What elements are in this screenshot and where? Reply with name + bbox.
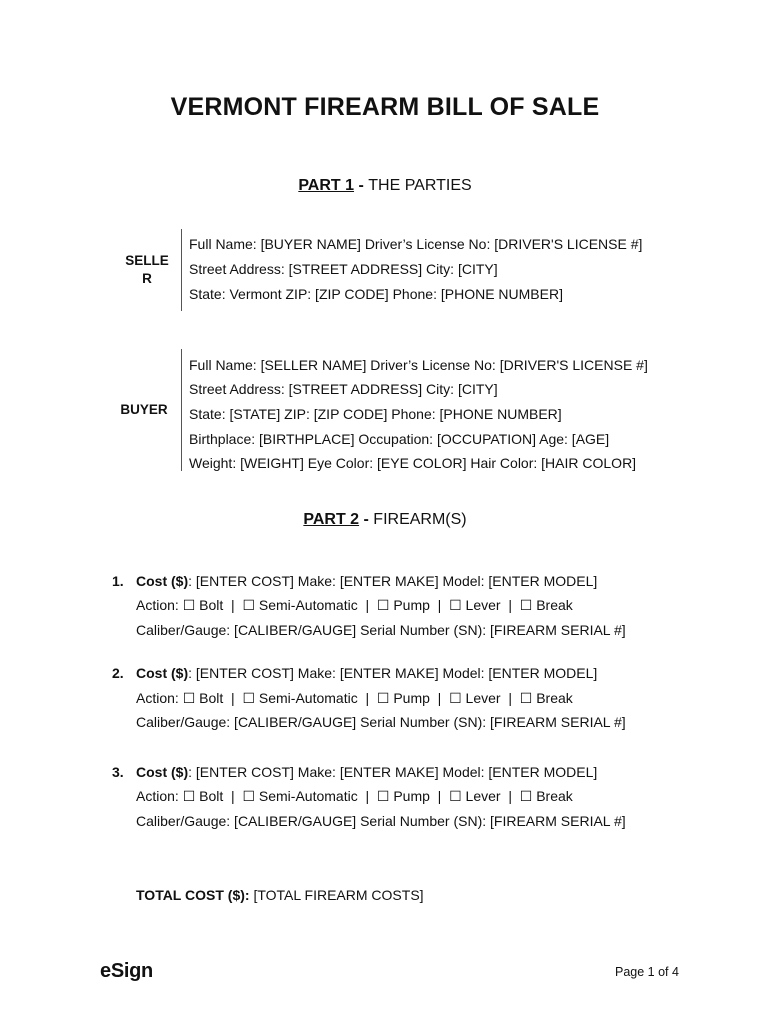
firearm-caliber-line: Caliber/Gauge: [CALIBER/GAUGE] Serial Number (SN): [FIREARM SERIAL #] — [136, 622, 626, 638]
firearm-action-line: Action: ☐ Bolt | ☐ Semi-Automatic | ☐ Pump | ☐ Lever | ☐ Break — [136, 597, 573, 613]
part1-label: PART 1 — [298, 177, 355, 194]
seller-label-line1: SELLE — [125, 253, 169, 268]
firearm-number: 2. — [112, 665, 124, 681]
buyer-name-line: Full Name: [SELLER NAME] Driver’s License No: [DRIVER'S LICENSE #] — [189, 357, 648, 373]
buyer-divider — [181, 349, 182, 471]
part1-heading — [0, 177, 770, 195]
buyer-address-line: Street Address: [STREET ADDRESS] City: [CITY] — [189, 381, 498, 397]
firearm-action-line: Action: ☐ Bolt | ☐ Semi-Automatic | ☐ Pump | ☐ Lever | ☐ Break — [136, 690, 573, 706]
page-number: Page 1 of 4 — [615, 965, 679, 979]
firearm-caliber-line: Caliber/Gauge: [CALIBER/GAUGE] Serial Number (SN): [FIREARM SERIAL #] — [136, 714, 626, 730]
buyer-label: BUYER — [120, 402, 168, 417]
part1-title: THE PARTIES — [368, 177, 472, 194]
cost-label: Cost ($) — [136, 665, 189, 681]
part2-dash: - — [359, 511, 374, 528]
firearm-cost-line — [136, 763, 597, 781]
seller-label-line2: R — [142, 271, 152, 286]
firearm-details: : [ENTER COST] Make: [ENTER MAKE] Model: [ENTER MODEL] — [188, 573, 598, 589]
buyer-birthplace-line: Birthplace: [BIRTHPLACE] Occupation: [OCCUPATION] Age: [AGE] — [189, 431, 610, 447]
firearm-caliber-line: Caliber/Gauge: [CALIBER/GAUGE] Serial Number (SN): [FIREARM SERIAL #] — [136, 813, 626, 829]
document-title: VERMONT FIREARM BILL OF SALE — [170, 93, 600, 121]
seller-divider — [181, 229, 182, 311]
firearm-action-line: Action: ☐ Bolt | ☐ Semi-Automatic | ☐ Pump | ☐ Lever | ☐ Break — [136, 788, 573, 804]
part2-label: PART 2 — [303, 511, 360, 528]
firearm-details: : [ENTER COST] Make: [ENTER MAKE] Model: [ENTER MODEL] — [188, 764, 598, 780]
total-cost-line — [136, 886, 424, 904]
firearm-number: 1. — [112, 573, 124, 589]
seller-state-line: State: Vermont ZIP: [ZIP CODE] Phone: [PHONE NUMBER] — [189, 286, 563, 302]
total-cost-label: TOTAL COST ($): — [136, 887, 250, 903]
part2-title: FIREARM(S) — [373, 511, 467, 528]
total-cost-value: [TOTAL FIREARM COSTS] — [249, 887, 424, 903]
firearm-cost-line — [136, 664, 597, 682]
buyer-physical-line: Weight: [WEIGHT] Eye Color: [EYE COLOR] Hair Color: [HAIR COLOR] — [189, 455, 637, 471]
buyer-state-line: State: [STATE] ZIP: [ZIP CODE] Phone: [PHONE NUMBER] — [189, 406, 562, 422]
seller-address-line: Street Address: [STREET ADDRESS] City: [CITY] — [189, 261, 498, 277]
firearm-number: 3. — [112, 764, 124, 780]
part2-heading — [0, 511, 770, 529]
cost-label: Cost ($) — [136, 573, 189, 589]
part1-dash: - — [354, 177, 369, 194]
seller-name-line: Full Name: [BUYER NAME] Driver’s License No: [DRIVER'S LICENSE #] — [189, 236, 643, 252]
seller-label — [120, 252, 174, 288]
firearm-cost-line — [136, 572, 597, 590]
cost-label: Cost ($) — [136, 764, 189, 780]
firearm-details: : [ENTER COST] Make: [ENTER MAKE] Model: [ENTER MODEL] — [188, 665, 598, 681]
esign-logo: eSign — [100, 960, 153, 982]
